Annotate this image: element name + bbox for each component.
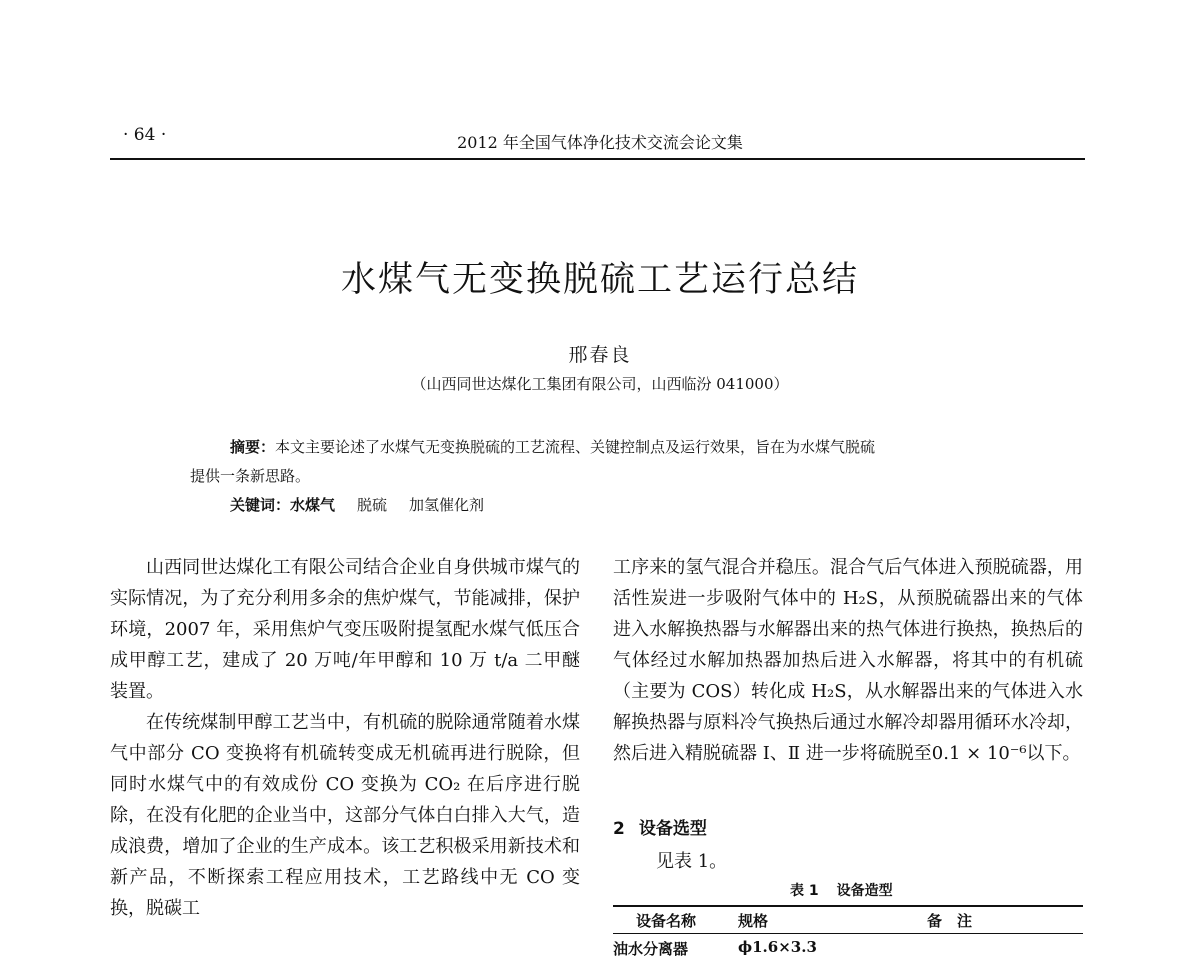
table-header-cell: 规格 — [738, 912, 769, 930]
abstract-line-1: 本文主要论述了水煤气无变换脱硫的工艺流程、关键控制点及运行效果，旨在为水煤气脱硫 — [275, 438, 876, 456]
abstract-label: 摘要： — [230, 438, 276, 456]
header-rule — [110, 158, 1085, 160]
table-number: 表 1 — [790, 883, 819, 899]
keywords-label: 关键词： — [230, 496, 291, 514]
table-top-rule — [613, 905, 1083, 907]
abstract — [190, 433, 1020, 491]
table-reference: 见表 1。 — [656, 851, 728, 872]
table-title: 设备造型 — [836, 883, 893, 899]
keyword: 加氢催化剂 — [409, 496, 485, 514]
page-number: · 64 · — [123, 125, 167, 145]
table-cell: 油水分离器 — [613, 940, 689, 958]
running-header: 2012 年全国气体净化技术交流会论文集 — [457, 133, 743, 152]
keyword: 水煤气 — [290, 496, 336, 514]
author-name: 邢春良 — [568, 344, 632, 366]
section-heading — [613, 814, 707, 839]
table-cell: ϕ1.6×3.3 — [738, 938, 817, 956]
abstract-line-2: 提供一条新思路。 — [190, 467, 311, 485]
table-header-rule — [613, 933, 1083, 934]
section-number: 2 — [613, 819, 625, 839]
body-paragraph: 在传统煤制甲醇工艺当中，有机硫的脱除通常随着水煤气中部分 CO 变换将有机硫转变成无机硫再进行脱除，但同时水煤气中的有效成份 CO 变换为 CO₂ 在后序进行脱除，在没有化肥的企业当中，这部分气体白白排入大气，造成浪费，增加了企业的生产成本。该工艺积极采用新技术和新产品，不断探索工程应用技术，工艺路线中无 CO 变换，脱碳工 — [110, 712, 580, 919]
table-header-cell: 备 注 — [927, 912, 973, 930]
paper-title: 水煤气无变换脱硫工艺运行总结 — [340, 260, 859, 300]
table-caption — [790, 880, 893, 900]
affiliation: （山西同世达煤化工集团有限公司，山西临汾 041000） — [411, 375, 789, 393]
body-column-left — [110, 552, 580, 924]
body-paragraph: 山西同世达煤化工有限公司结合企业自身供城市煤气的实际情况，为了充分利用多余的焦炉煤气，节能减排，保护环境，2007 年，采用焦炉气变压吸附提氢配水煤气低压合成甲醇工艺，建成了 20 万吨/年甲醇和 10 万 t/a 二甲醚装置。 — [110, 557, 580, 702]
section-title: 设备选型 — [638, 819, 707, 839]
table-header-cell: 设备名称 — [636, 912, 697, 930]
body-column-right — [613, 552, 1083, 769]
keywords — [230, 494, 506, 515]
keyword: 脱硫 — [357, 496, 388, 514]
body-paragraph: 工序来的氢气混合并稳压。混合气后气体进入预脱硫器，用活性炭进一步吸附气体中的 H₂S，从预脱硫器出来的气体进入水解换热器与水解器出来的热气体进行换热，换热后的气体经过水解加热器加热后进入水解器，将其中的有机硫（主要为 COS）转化成 H₂S，从水解器出来的气体进入水解换热器与原料冷气换热后通过水解冷却器用循环水冷却，然后进入精脱硫器 Ⅰ、Ⅱ 进一步将硫脱至0.1 × 10⁻⁶以下。 — [613, 557, 1083, 764]
